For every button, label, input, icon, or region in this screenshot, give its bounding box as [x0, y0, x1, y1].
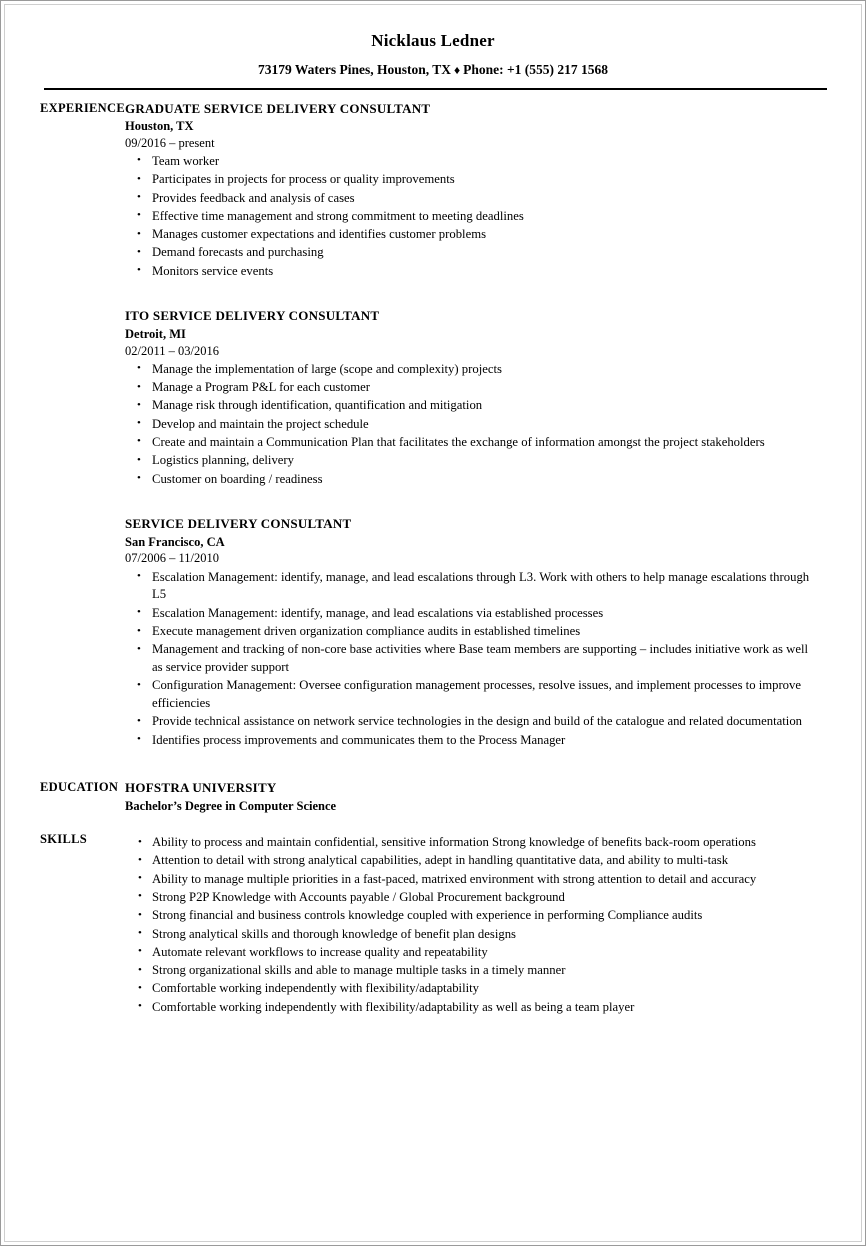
list-item: • Strong P2P Knowledge with Accounts payable / Global Procurement background — [125, 889, 813, 907]
list-item: • Attention to detail with strong analytical capabilities, adept in handling quantitative data, and ability to multi-task — [125, 852, 813, 870]
experience-entry — [125, 516, 813, 749]
list-item: • Provides feedback and analysis of cases — [125, 190, 813, 208]
list-item: • Develop and maintain the project schedule — [125, 416, 813, 434]
job-title: ITO SERVICE DELIVERY CONSULTANT — [125, 308, 380, 324]
list-item: • Manages customer expectations and identifies customer problems — [125, 226, 813, 244]
list-item: • Customer on boarding / readiness — [125, 471, 813, 489]
list-item: • Manage the implementation of large (scope and complexity) projects — [125, 361, 813, 379]
job-location: Houston, TX — [125, 119, 194, 134]
list-item: • Strong financial and business controls knowledge coupled with experience in performing Compliance audits — [125, 907, 813, 925]
list-item: • Management and tracking of non-core base activities where Base team members are supporting – includes initiative work as well as service provider support — [125, 641, 813, 677]
job-dates: 02/2011 – 03/2016 — [125, 343, 219, 358]
contact-phone: Phone: +1 (555) 217 1568 — [463, 62, 609, 78]
education-degree: Bachelor’s Degree in Computer Science — [125, 798, 337, 813]
job-responsibility-list — [125, 569, 813, 750]
list-item: • Identifies process improvements and communicates them to the Process Manager — [125, 732, 813, 750]
resume-header — [5, 31, 861, 90]
list-item: • Automate relevant workflows to increase quality and repeatability — [125, 944, 813, 962]
skills-body — [125, 832, 861, 1017]
list-item: • Manage a Program P&L for each customer — [125, 379, 813, 397]
list-item: • Escalation Management: identify, manage, and lead escalations through L3. Work with others to help manage escalations through L5 — [125, 569, 813, 605]
job-responsibility-list — [125, 361, 813, 488]
header-divider — [44, 88, 827, 90]
job-responsibility-list — [125, 153, 813, 280]
list-item: • Strong analytical skills and thorough knowledge of benefit plan designs — [125, 926, 813, 944]
section-label-skills: SKILLS — [40, 832, 87, 847]
job-dates: 09/2016 – present — [125, 135, 215, 150]
candidate-name: Nicklaus Ledner — [371, 31, 495, 50]
list-item: • Comfortable working independently with flexibility/adaptability as well as being a team player — [125, 999, 813, 1017]
contact-address: 73179 Waters Pines, Houston, TX — [257, 62, 451, 78]
list-item: • Effective time management and strong commitment to meeting deadlines — [125, 208, 813, 226]
list-item: • Escalation Management: identify, manage, and lead escalations via established processes — [125, 605, 813, 623]
list-item: • Execute management driven organization compliance audits in established timelines — [125, 623, 813, 641]
job-location: San Francisco, CA — [125, 535, 225, 550]
section-label-education: EDUCATION — [40, 780, 119, 794]
list-item: • Strong organizational skills and able to manage multiple tasks in a timely manner — [125, 962, 813, 980]
diamond-separator-icon: ♦ — [453, 62, 461, 77]
resume-content — [5, 5, 861, 1241]
education-body — [125, 780, 861, 814]
list-item: • Provide technical assistance on network service technologies in the design and build of the catalogue and related documentation — [125, 713, 813, 731]
section-education — [5, 780, 861, 814]
list-item: • Create and maintain a Communication Plan that facilitates the exchange of information amongst the project stakeholders — [125, 434, 813, 452]
list-item: • Ability to manage multiple priorities in a fast-paced, matrixed environment with strong attention to detail and accuracy — [125, 871, 813, 889]
list-item: • Comfortable working independently with flexibility/adaptability — [125, 980, 813, 998]
job-title: GRADUATE SERVICE DELIVERY CONSULTANT — [125, 100, 431, 116]
list-item: • Demand forecasts and purchasing — [125, 244, 813, 262]
list-item: • Ability to process and maintain confidential, sensitive information Strong knowledge of benefits back-room operations — [125, 834, 813, 852]
job-dates: 07/2006 – 11/2010 — [125, 551, 219, 566]
education-school: HOFSTRA UNIVERSITY — [125, 780, 277, 795]
list-item: • Logistics planning, delivery — [125, 452, 813, 470]
skills-list — [125, 834, 813, 1016]
list-item: • Monitors service events — [125, 263, 813, 281]
section-experience — [5, 101, 861, 750]
experience-entry — [125, 101, 813, 281]
list-item: • Participates in projects for process or quality improvements — [125, 171, 813, 189]
list-item: • Manage risk through identification, quantification and mitigation — [125, 397, 813, 415]
page-inner-border — [4, 4, 862, 1242]
job-title: SERVICE DELIVERY CONSULTANT — [125, 516, 352, 532]
contact-line — [5, 62, 861, 78]
job-location: Detroit, MI — [125, 327, 186, 342]
experience-entry — [125, 308, 813, 488]
section-label-experience: EXPERIENCE — [40, 100, 125, 115]
list-item: • Team worker — [125, 153, 813, 171]
section-skills — [5, 832, 861, 1017]
list-item: • Configuration Management: Oversee configuration management processes, resolve issues, and implement processes to improve efficiencies — [125, 677, 813, 713]
experience-body — [125, 101, 861, 750]
